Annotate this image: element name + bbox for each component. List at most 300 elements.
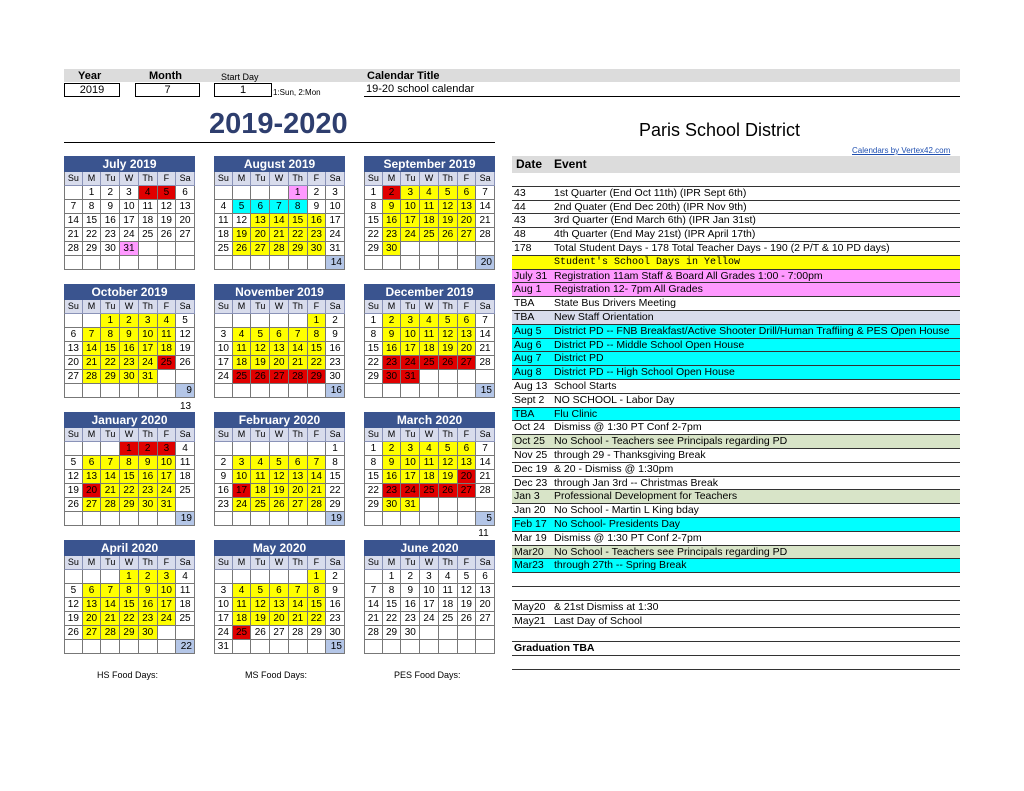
day-cell [158,384,177,398]
day-cell: 22 [289,228,308,242]
day-cell: 19 [64,484,83,498]
weekday-label: Th [289,300,308,314]
day-cell [139,640,158,654]
day-cell: 26 [251,626,270,640]
day-cell: 26 [176,356,195,370]
day-cell [458,242,477,256]
event-date: Jan 3 [514,490,540,503]
day-cell: 20 [270,356,289,370]
school-day-count [176,256,195,270]
weekday-header [214,428,345,442]
day-cell [214,256,233,270]
day-cell: 15 [83,214,102,228]
weekday-label: W [420,300,439,314]
day-cell: 13 [458,200,477,214]
week-row [214,456,345,470]
day-cell: 8 [364,200,383,214]
day-cell: 29 [308,626,327,640]
day-cell: 21 [64,228,83,242]
day-cell [251,384,270,398]
day-cell: 11 [420,200,439,214]
day-cell: 25 [214,242,233,256]
day-cell: 18 [420,214,439,228]
day-cell: 25 [420,356,439,370]
day-cell: 1 [289,186,308,200]
week-row [64,328,195,342]
week-row [364,470,495,484]
month-calendar [364,284,495,398]
day-cell: 18 [233,356,252,370]
day-cell: 6 [83,456,102,470]
day-cell: 22 [308,612,327,626]
weekday-label: Sa [176,428,195,442]
day-cell: 7 [101,456,120,470]
day-cell: 25 [158,356,177,370]
school-day-count: 15 [326,640,345,654]
day-cell [251,186,270,200]
day-cell [270,314,289,328]
event-text: No School - Teachers see Principals regarding PD [554,545,788,558]
week-row [214,256,345,270]
day-cell: 5 [251,584,270,598]
weekday-label: M [383,300,402,314]
day-cell: 6 [83,584,102,598]
day-cell [364,570,383,584]
start-day-label: Start Day [221,72,259,82]
weekday-header [64,428,195,442]
day-cell: 15 [326,470,345,484]
day-cell: 27 [458,356,477,370]
day-cell: 26 [270,498,289,512]
event-row [512,518,960,532]
event-row [512,449,960,463]
day-cell [308,640,327,654]
week-row [364,584,495,598]
day-cell: 22 [364,228,383,242]
event-text: Last Day of School [554,614,643,627]
day-cell [458,256,477,270]
event-row [512,325,960,339]
weekday-label: Su [214,172,233,186]
day-cell [401,256,420,270]
day-cell: 22 [383,612,402,626]
day-cell [289,314,308,328]
day-cell: 15 [289,214,308,228]
day-cell: 5 [439,186,458,200]
week-row [364,314,495,328]
week-row [214,214,345,228]
event-date: Mar23 [514,559,544,572]
month-input[interactable]: 7 [135,83,200,97]
day-cell: 18 [176,598,195,612]
day-cell: 14 [289,342,308,356]
day-cell: 15 [120,470,139,484]
event-text: & 21st Dismiss at 1:30 [554,600,659,613]
day-cell: 12 [270,470,289,484]
school-day-count: 22 [176,640,195,654]
day-cell: 3 [158,570,177,584]
weekday-label: Sa [476,428,495,442]
day-cell: 19 [64,612,83,626]
day-cell: 5 [64,456,83,470]
day-cell [270,442,289,456]
week-row [64,314,195,328]
weekday-label: Tu [251,428,270,442]
day-cell: 9 [139,584,158,598]
day-cell: 28 [83,370,102,384]
day-cell [64,256,83,270]
day-cell [233,442,252,456]
calendar-title-input[interactable]: 19-20 school calendar [364,83,960,97]
event-date: Oct 24 [514,421,545,434]
event-date: Aug 8 [514,366,542,379]
event-row [512,256,960,270]
weekday-header [364,556,495,570]
week-row [214,242,345,256]
day-cell: 26 [64,498,83,512]
day-cell: 9 [383,456,402,470]
month-title: February 2020 [214,412,345,428]
day-cell: 22 [364,356,383,370]
day-cell: 21 [289,356,308,370]
weekday-label: Su [364,300,383,314]
day-cell [233,640,252,654]
day-cell: 7 [289,584,308,598]
event-text: NO SCHOOL - Labor Day [554,393,675,406]
day-cell: 6 [270,584,289,598]
weekday-label: M [233,428,252,442]
day-cell: 3 [214,328,233,342]
day-cell: 22 [83,228,102,242]
event-date: May21 [514,614,546,627]
day-cell: 9 [120,328,139,342]
week-row [214,370,345,384]
day-cell: 5 [439,442,458,456]
day-cell: 15 [364,214,383,228]
day-cell: 1 [101,314,120,328]
day-cell [383,640,402,654]
day-cell [289,442,308,456]
day-cell: 3 [214,584,233,598]
day-cell: 9 [214,470,233,484]
weekday-label: F [158,172,177,186]
day-cell: 25 [420,228,439,242]
week-row [214,470,345,484]
day-cell: 27 [83,626,102,640]
weekday-label: M [83,172,102,186]
day-cell: 24 [401,356,420,370]
day-cell [364,384,383,398]
day-cell: 17 [401,470,420,484]
day-cell [420,242,439,256]
weekday-label: F [458,300,477,314]
day-cell [101,442,120,456]
event-text: 2nd Quater (End Dec 20th) (IPR Nov 9th) [554,200,747,213]
weekday-label: Tu [401,172,420,186]
day-cell: 8 [120,584,139,598]
week-row [64,498,195,512]
event-row [512,421,960,435]
day-cell: 2 [139,570,158,584]
day-cell: 3 [139,314,158,328]
week-row [364,640,495,654]
day-cell: 26 [439,228,458,242]
day-cell: 17 [139,342,158,356]
day-cell: 18 [233,612,252,626]
day-cell: 30 [120,370,139,384]
weekday-label: M [233,300,252,314]
event-text: District PD [554,352,604,365]
weekday-label: Tu [401,300,420,314]
day-cell: 10 [158,584,177,598]
day-cell: 7 [64,200,83,214]
day-cell: 10 [214,598,233,612]
event-row [512,532,960,546]
day-cell: 25 [233,370,252,384]
weekday-label: Th [139,428,158,442]
event-row [512,394,960,408]
event-column-header: Event [554,157,587,171]
day-cell: 31 [401,370,420,384]
day-cell: 16 [120,342,139,356]
month-title: January 2020 [64,412,195,428]
event-text: 1st Quarter (End Oct 11th) (IPR Sept 6th) [554,186,747,199]
day-cell: 11 [233,598,252,612]
week-row [64,612,195,626]
day-cell: 18 [214,228,233,242]
day-cell: 18 [158,342,177,356]
day-cell: 29 [289,242,308,256]
day-cell: 19 [439,342,458,356]
day-cell: 23 [308,228,327,242]
day-cell: 27 [251,242,270,256]
day-cell [364,640,383,654]
day-cell [176,498,195,512]
day-cell: 13 [289,470,308,484]
start-day-input[interactable]: 1 [214,83,272,97]
day-cell [308,256,327,270]
year-input[interactable]: 2019 [64,83,120,97]
day-cell [458,626,477,640]
week-row [214,484,345,498]
day-cell: 20 [458,214,477,228]
day-cell: 1 [326,442,345,456]
day-cell: 24 [120,228,139,242]
day-cell: 11 [176,456,195,470]
day-cell [233,384,252,398]
day-cell: 3 [326,186,345,200]
event-row [512,201,960,215]
day-cell [289,640,308,654]
weekday-label: Tu [401,556,420,570]
day-cell: 6 [458,442,477,456]
day-cell: 24 [420,612,439,626]
week-row [64,186,195,200]
day-cell: 20 [251,228,270,242]
day-cell: 5 [251,328,270,342]
day-cell [289,256,308,270]
event-text: Student's School Days in Yellow [554,256,741,268]
day-cell: 19 [233,228,252,242]
weekday-label: W [120,428,139,442]
event-row [512,283,960,297]
day-cell [364,256,383,270]
event-text: No School - Teachers see Principals regarding PD [554,435,788,448]
day-cell: 7 [364,584,383,598]
week-row [364,384,495,398]
day-cell: 23 [383,484,402,498]
day-cell: 31 [120,242,139,256]
day-cell: 7 [83,328,102,342]
day-cell: 8 [83,200,102,214]
week-row [64,228,195,242]
event-text: School Starts [554,379,617,392]
week-row [214,384,345,398]
day-cell [214,314,233,328]
day-cell: 13 [83,470,102,484]
day-cell: 8 [326,456,345,470]
events-header [512,156,960,173]
day-cell: 4 [176,570,195,584]
month-calendar [214,412,345,526]
day-cell [439,384,458,398]
day-cell: 11 [158,328,177,342]
event-date: 43 [514,186,526,199]
day-cell: 23 [101,228,120,242]
day-cell: 6 [476,570,495,584]
day-cell: 22 [308,356,327,370]
day-cell: 30 [139,626,158,640]
event-date: Mar20 [514,545,544,558]
day-cell: 25 [439,612,458,626]
event-text: District PD -- Middle School Open House [554,338,745,351]
week-row [64,442,195,456]
district-name: Paris School District [639,120,801,140]
day-cell [251,314,270,328]
day-cell: 15 [383,598,402,612]
day-cell: 20 [176,214,195,228]
day-cell [251,512,270,526]
weekday-label: Sa [326,556,345,570]
day-cell [270,256,289,270]
week-row [214,570,345,584]
weekday-label: Tu [101,428,120,442]
weekday-label: Th [439,172,458,186]
day-cell: 19 [251,612,270,626]
event-date: Aug 13 [514,379,548,392]
hs-food-days: HS Food Days: [97,670,159,680]
vertex42-link[interactable]: Calendars by Vertex42.com [852,146,951,155]
day-cell: 29 [364,242,383,256]
weekday-label: F [158,428,177,442]
day-cell: 5 [233,200,252,214]
day-cell: 27 [458,484,477,498]
day-cell: 4 [214,200,233,214]
weekday-label: Tu [401,428,420,442]
day-cell: 16 [139,598,158,612]
day-cell: 23 [401,612,420,626]
day-cell: 15 [308,598,327,612]
day-cell: 31 [401,498,420,512]
day-cell: 22 [120,612,139,626]
day-cell [270,384,289,398]
event-row [512,435,960,449]
day-cell [120,512,139,526]
month-calendar [64,540,195,654]
event-row [512,601,960,615]
weekday-label: Su [64,300,83,314]
day-cell: 20 [83,484,102,498]
day-cell [83,314,102,328]
day-cell: 10 [139,328,158,342]
event-row [512,380,960,394]
day-cell: 14 [308,470,327,484]
day-cell: 4 [420,314,439,328]
school-day-count: 19 [326,512,345,526]
day-cell [308,384,327,398]
day-cell [308,442,327,456]
day-cell: 30 [383,242,402,256]
day-cell: 16 [101,214,120,228]
extra-count: 11 [478,528,489,539]
day-cell: 24 [214,370,233,384]
event-date: Sept 2 [514,393,545,406]
event-row [512,214,960,228]
weekday-label: M [233,556,252,570]
day-cell [308,512,327,526]
event-text: Dismiss @ 1:30 PT Conf 2-7pm [554,421,702,434]
weekday-label: W [120,556,139,570]
day-cell [439,370,458,384]
day-cell [158,640,177,654]
weekday-label: Su [364,428,383,442]
weekday-label: Th [439,428,458,442]
event-text: Total Student Days - 178 Total Teacher Days - 190 (2 P/T & 10 PD days) [554,241,890,254]
day-cell: 31 [139,370,158,384]
day-cell: 2 [326,314,345,328]
day-cell: 17 [214,612,233,626]
week-row [214,328,345,342]
day-cell [83,570,102,584]
event-row [512,187,960,201]
event-text: State Bus Drivers Meeting [554,297,676,310]
day-cell [364,512,383,526]
day-cell: 14 [364,598,383,612]
day-cell: 2 [308,186,327,200]
event-row [512,173,960,187]
day-cell [233,512,252,526]
day-cell: 19 [458,598,477,612]
weekday-label: Sa [326,428,345,442]
day-cell: 12 [439,200,458,214]
event-row [512,656,960,670]
weekday-header [64,300,195,314]
day-cell [420,256,439,270]
day-cell: 12 [439,328,458,342]
weekday-label: Sa [476,300,495,314]
month-title: March 2020 [364,412,495,428]
day-cell: 18 [439,598,458,612]
day-cell: 20 [458,342,477,356]
day-cell: 15 [120,598,139,612]
day-cell [420,512,439,526]
day-cell: 16 [326,342,345,356]
day-cell: 18 [420,342,439,356]
week-row [64,456,195,470]
day-cell: 30 [326,626,345,640]
event-date: Aug 5 [514,324,542,337]
event-date: Nov 25 [514,448,548,461]
